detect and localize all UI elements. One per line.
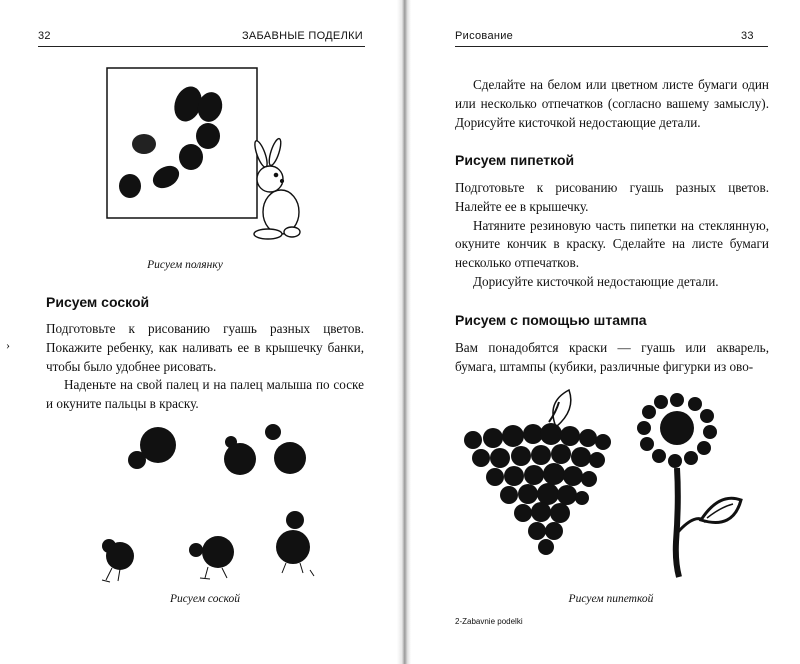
paint-print (149, 161, 183, 192)
grapes-flower-illustration (451, 382, 771, 582)
paint-print (179, 144, 203, 170)
left-page (0, 0, 397, 664)
right-figure-caption: Рисуем пипеткой (568, 593, 654, 605)
right-section1-text (455, 179, 769, 292)
paint-print (196, 123, 220, 149)
left-section-heading: Рисуем соской (46, 294, 150, 310)
right-paragraph: Дорисуйте кисточкой недостающие детали. (473, 273, 719, 289)
right-page-number: 33 (741, 30, 754, 42)
flower-leaf (701, 498, 741, 522)
stray-mark: › (6, 338, 10, 352)
left-header-rule (38, 46, 365, 47)
figure1-caption: Рисуем полянку (147, 259, 223, 271)
paint-print (132, 134, 156, 154)
meadow-illustration (100, 62, 320, 252)
right-intro-text (455, 76, 769, 132)
stamped-flower (637, 393, 741, 577)
right-section2-heading: Рисуем с помощью штампа (455, 312, 647, 328)
right-section2-text (455, 339, 769, 377)
right-section1-heading: Рисуем пипеткой (455, 152, 575, 168)
right-paragraph: Вам понадобятся краски — гуашь или акварель, бумага, штампы (кубики, различные фигурки из ово- (455, 340, 769, 374)
right-footnote: 2-Zabavnie podelki (455, 617, 523, 626)
right-page (411, 0, 800, 664)
right-running-header: Рисование (455, 30, 514, 42)
bunny-drawing (252, 137, 300, 239)
book-gutter (397, 0, 411, 664)
grape-bunch (464, 390, 611, 555)
left-running-header: ЗАБАВНЫЕ ПОДЕЛКИ (241, 30, 363, 42)
left-page-number: 32 (38, 30, 51, 42)
dot-print-group (128, 424, 306, 475)
flower-stem (676, 468, 679, 577)
left-body-text (46, 320, 364, 414)
left-paragraph: Наденьте на свой палец и на палец малыша по соске и окуните пальцы в краску. (46, 377, 364, 412)
dot-prints-illustration (90, 410, 350, 585)
right-paragraph: Подготовьте к рисованию гуашь разных цветов. Налейте ее в крышечку. (455, 180, 769, 214)
right-intro-paragraph: Сделайте на белом или цветном листе бумаги один или несколько отпечатков (согласно вашему замыслу). Дорисуйте кисточкой недостающие детали. (455, 77, 769, 130)
right-header-rule (455, 46, 768, 47)
right-paragraph: Натяните резиновую часть пипетки на стеклянную, окуните кончик в краску. Сделайте на листе бумаги несколько отпечатков. (455, 217, 769, 271)
figure2-caption: Рисуем соской (169, 593, 241, 605)
left-paragraph: Подготовьте к рисованию гуашь разных цветов. Покажите ребенку, как наливать ее в крышечку банки, чтобы было удобнее рисовать. (46, 321, 364, 374)
bird-prints (102, 511, 310, 570)
bird-legs (102, 563, 314, 582)
paint-print (119, 174, 141, 198)
